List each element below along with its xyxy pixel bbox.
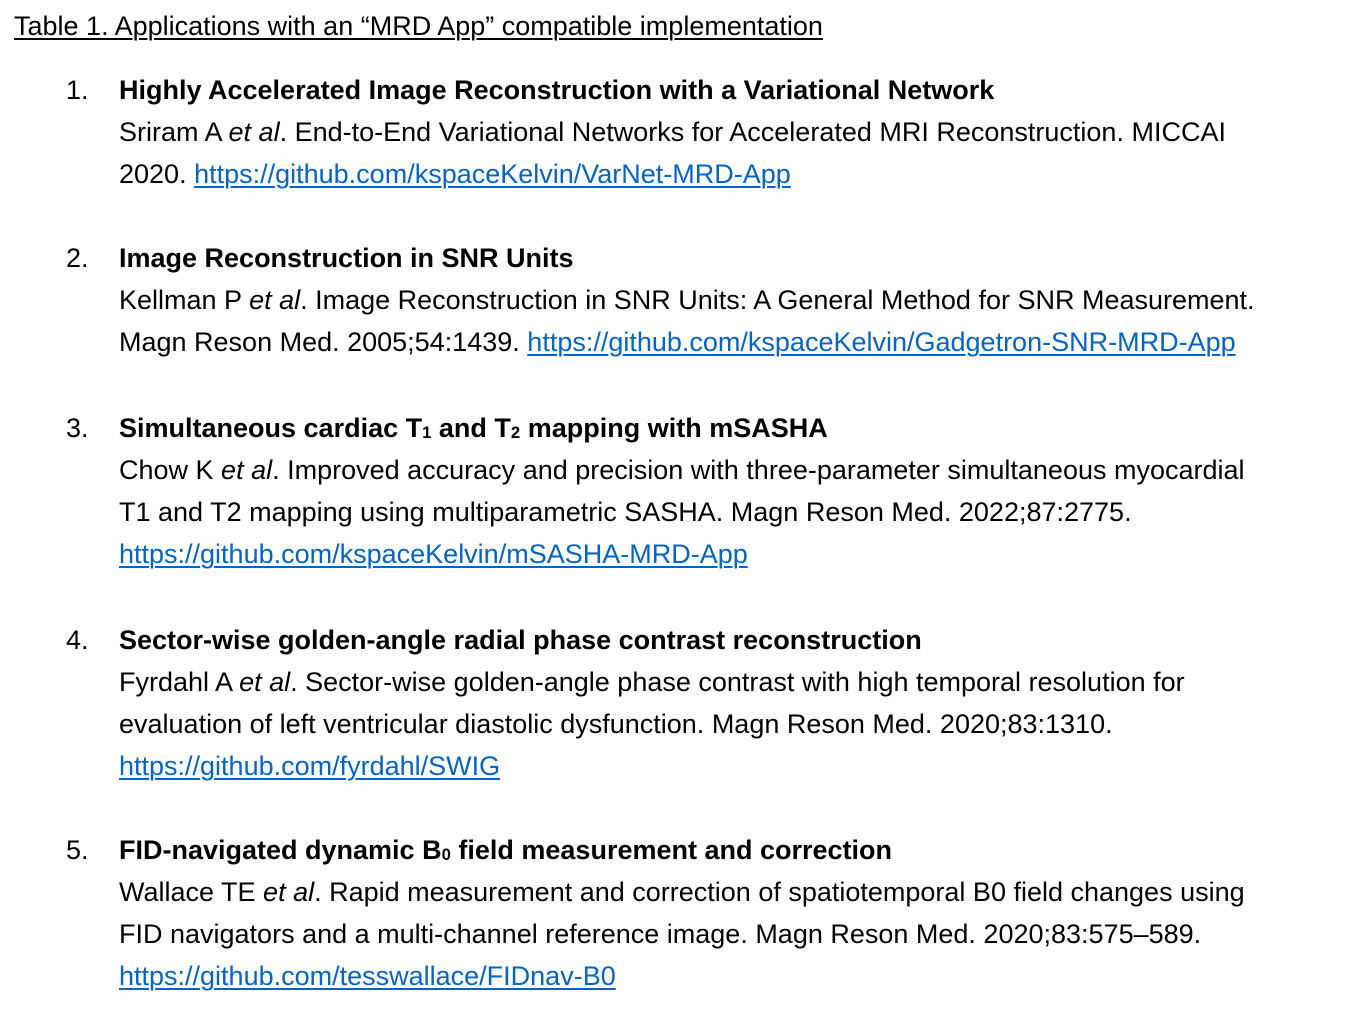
github-link[interactable]: https://github.com/tesswallace/FIDnav-B0 — [119, 961, 616, 991]
citation-line — [119, 449, 1356, 491]
citation-author: Wallace TE — [119, 877, 264, 907]
item-title: Highly Accelerated Image Reconstruction with a Variational Network — [119, 75, 995, 105]
citation-line — [119, 955, 1356, 997]
citation-text: . Image Reconstruction in SNR Units: A General Method for SNR Measurement. — [300, 285, 1255, 315]
list-item — [66, 829, 1356, 997]
github-link[interactable]: https://github.com/kspaceKelvin/VarNet-MRD-App — [194, 159, 791, 189]
citation-etal: et al — [221, 455, 273, 485]
title-subscript: 2 — [510, 422, 521, 442]
citation-author: Kellman P — [119, 285, 250, 315]
citation-text: 2020. — [119, 159, 195, 189]
citation-author: Chow K — [119, 455, 222, 485]
item-title — [119, 829, 1356, 871]
github-link[interactable]: https://github.com/kspaceKelvin/mSASHA-MRD-App — [119, 539, 748, 569]
title-part: mapping with mSASHA — [520, 413, 828, 443]
github-link[interactable]: https://github.com/kspaceKelvin/Gadgetron-SNR-MRD-App — [527, 327, 1236, 357]
list-item — [66, 69, 1356, 195]
item-number: 5. — [66, 835, 89, 865]
citation-text: . Rapid measurement and correction of spatiotemporal B0 field changes using — [314, 877, 1245, 907]
citation-text: . End-to-End Variational Networks for Accelerated MRI Reconstruction. MICCAI — [279, 117, 1226, 147]
title-part: Simultaneous cardiac T — [119, 413, 423, 443]
list-item — [66, 619, 1356, 787]
citation-text: . Improved accuracy and precision with three-parameter simultaneous myocardial — [272, 455, 1245, 485]
title-part: field measurement and correction — [450, 835, 893, 865]
citation-line — [119, 745, 1356, 787]
title-subscript: 0 — [441, 844, 451, 864]
citation-text: Magn Reson Med. 2005;54:1439. — [119, 327, 528, 357]
list-item — [66, 407, 1356, 575]
item-title: Sector-wise golden-angle radial phase contrast reconstruction — [119, 625, 922, 655]
citation-line: T1 and T2 mapping using multiparametric SASHA. Magn Reson Med. 2022;87:2775. — [119, 497, 1132, 527]
citation-line — [119, 111, 1356, 153]
citation-author: Sriram A — [119, 117, 229, 147]
citation-etal: et al — [263, 877, 315, 907]
citation-line — [119, 153, 1356, 195]
citation-line — [119, 279, 1356, 321]
citation-line — [119, 871, 1356, 913]
citation-etal: et al — [249, 285, 301, 315]
item-number: 1. — [66, 75, 89, 105]
item-number: 3. — [66, 413, 89, 443]
citation-etal: et al — [228, 117, 280, 147]
title-subscript: 1 — [422, 422, 432, 442]
item-number: 2. — [66, 243, 89, 273]
github-link[interactable]: https://github.com/fyrdahl/SWIG — [119, 751, 501, 781]
citation-author: Fyrdahl A — [119, 667, 240, 697]
citation-line — [119, 321, 1356, 363]
item-title — [119, 407, 1356, 449]
item-number: 4. — [66, 625, 89, 655]
citation-line: evaluation of left ventricular diastolic dysfunction. Magn Reson Med. 2020;83:1310. — [119, 709, 1113, 739]
citation-line — [119, 533, 1356, 575]
citation-line: FID navigators and a multi-channel reference image. Magn Reson Med. 2020;83:575–589. — [119, 919, 1202, 949]
table-caption: Table 1. Applications with an “MRD App” compatible implementation — [14, 11, 823, 41]
title-part: and T — [431, 413, 511, 443]
citation-etal: et al — [239, 667, 291, 697]
list-item — [66, 237, 1356, 363]
citation-text: . Sector-wise golden-angle phase contrast with high temporal resolution for — [290, 667, 1185, 697]
item-title: Image Reconstruction in SNR Units — [119, 243, 574, 273]
citation-line — [119, 661, 1356, 703]
title-part: FID-navigated dynamic B — [119, 835, 442, 865]
